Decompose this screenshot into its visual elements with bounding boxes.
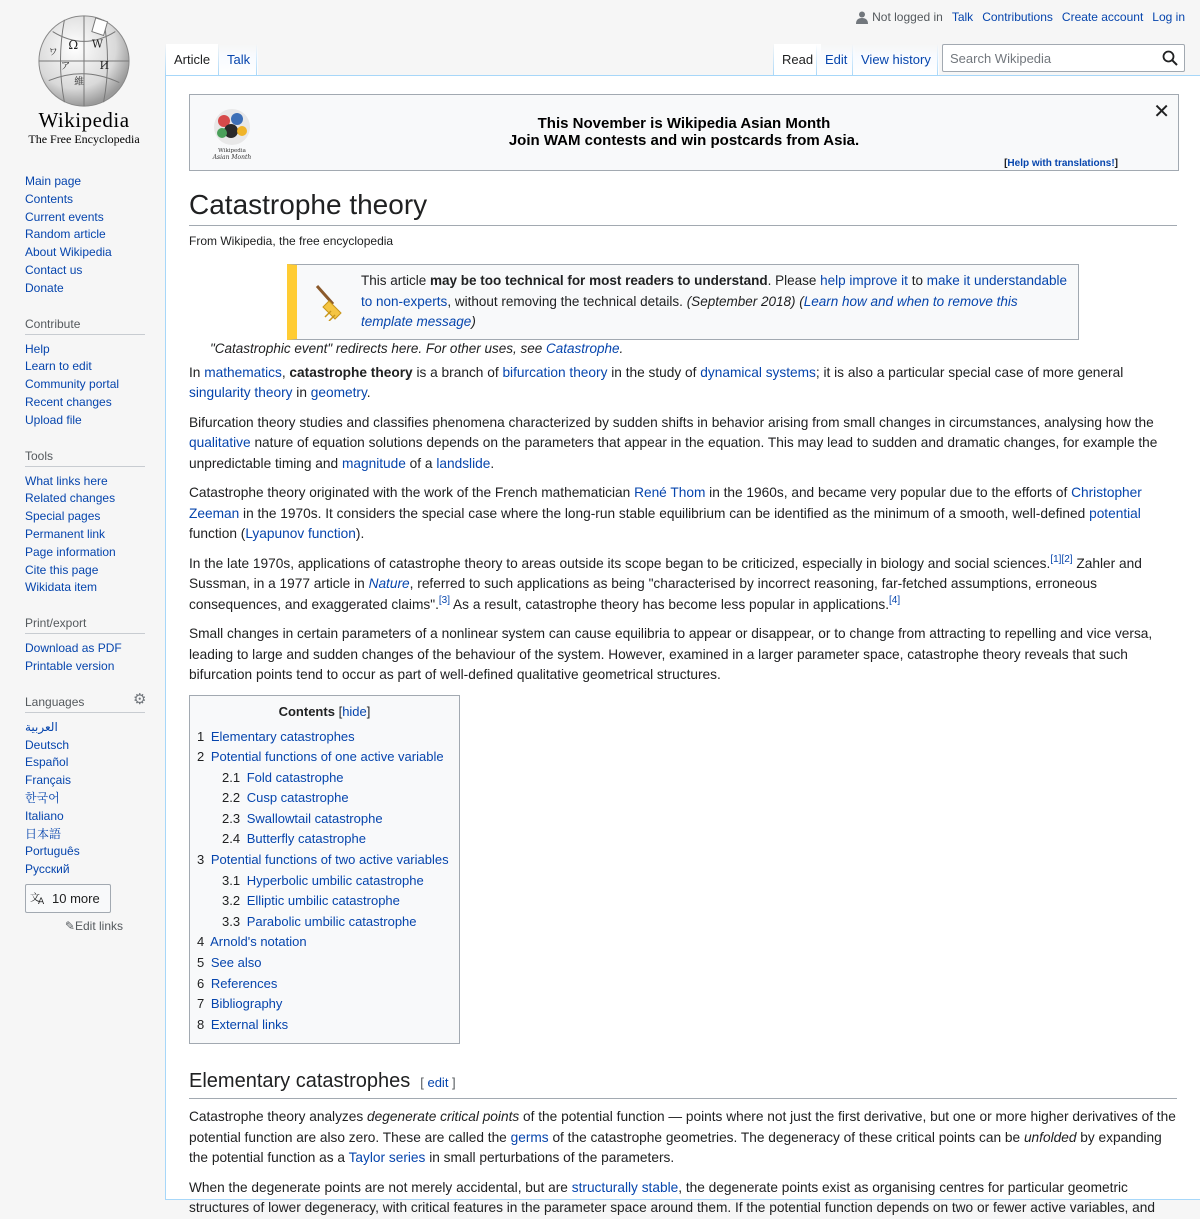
site-tagline: From Wikipedia, the free encyclopedia <box>189 234 394 248</box>
toc-item-link[interactable]: Bibliography <box>210 996 283 1012</box>
sidebar-item-contents[interactable]: Contents <box>25 191 74 206</box>
tab-talk-label: Talk <box>227 52 251 67</box>
logo-wordmark: Wikipedia <box>38 108 130 132</box>
toc-item-number: 3.3 <box>222 913 241 929</box>
tab-separator <box>937 44 938 76</box>
paragraph-2: Bifurcation theory studies and classifies phenomena characterized by sudden shifts in behavior arising from small changes in circumstances, analysing how the qualitative nature of equation solutions depends on the parameters that appear in the equation. This may lead to sudden and dramatic changes, for example the unpredictable timing and magnitude of a landslide. <box>189 414 1158 471</box>
toc-item[interactable] <box>197 727 452 748</box>
language-link[interactable]: Русский <box>25 862 70 877</box>
svg-text:И: И <box>99 58 110 72</box>
mathematics-link[interactable]: mathematics <box>204 364 282 380</box>
toc-item[interactable] <box>197 768 452 789</box>
language-link[interactable]: Deutsch <box>25 737 70 752</box>
singularity-theory-link[interactable]: singularity theory <box>189 385 293 400</box>
svg-text:ア: ア <box>60 60 71 72</box>
section-paragraph-1: Catastrophe theory analyzes degenerate critical points of the potential function — points where not just the first derivative, but one or more higher derivatives of the potential function are also zero. These are called the germs of the catastrophe geometries. The degeneracy of these critical points can be unfolded by expanding the potential function as a Taylor series in small perturbations of the parameters. <box>189 1109 1176 1166</box>
sidebar-item-upload-file[interactable]: Upload file <box>25 412 82 427</box>
bifurcation-theory-link[interactable]: bifurcation theory <box>502 364 608 380</box>
login-link[interactable]: Log in <box>1152 10 1185 24</box>
tab-article[interactable] <box>166 44 218 76</box>
toc-item[interactable] <box>197 891 452 912</box>
toc-item-link[interactable]: Elementary catastrophes <box>210 728 355 744</box>
close-icon[interactable]: ✕ <box>1153 101 1170 123</box>
section-paragraph-2: When the degenerate points are not merely accidental, but are structurally stable, the degenerate points exist as organising centres for particular geometric structures of lower degeneracy, with critical features in the parameter space around them. If the potential function depends on two or fewer active variables, and <box>189 1179 1155 1216</box>
table-of-contents <box>189 695 460 1045</box>
toc-item-link[interactable]: Butterfly catastrophe <box>246 831 366 847</box>
paragraph-1: In mathematics, catastrophe theory is a branch of bifurcation theory in the study of dynamical systems; it is also a particular special case of more general singularity theory in geometry. <box>189 364 1124 400</box>
technical-notice <box>287 264 1079 340</box>
sidebar-item-random-article[interactable]: Random article <box>25 227 106 242</box>
christopher-zeeman-link[interactable]: Christopher Zeeman <box>189 485 1142 521</box>
pencil-icon: ✎ <box>64 918 75 933</box>
help-improve-link[interactable]: help improve it <box>820 273 908 288</box>
language-link[interactable]: 日本語 <box>25 826 62 841</box>
nature-link[interactable]: Nature <box>368 576 410 591</box>
germs-link[interactable]: germs <box>510 1129 549 1145</box>
toc-item-link[interactable]: References <box>210 975 278 991</box>
wikipedia-logo[interactable] <box>22 12 146 152</box>
wam-logo-text-1: Wikipedia <box>218 148 246 154</box>
toc-item-link[interactable]: Arnold's notation <box>210 934 307 950</box>
make-understandable-link[interactable]: make it understandable to non-experts <box>361 273 1068 309</box>
sidebar-item-cite-this-page[interactable]: Cite this page <box>25 562 99 577</box>
tab-read[interactable] <box>774 44 821 76</box>
section-edit-link[interactable]: edit <box>427 1075 449 1091</box>
qualitative-link[interactable]: qualitative <box>189 435 251 450</box>
search-input[interactable]: Search Wikipedia <box>950 50 1052 66</box>
sidebar-item-donate[interactable]: Donate <box>25 280 64 295</box>
wam-banner <box>189 94 1179 171</box>
toc-item-number: 2.4 <box>222 831 241 847</box>
broom-icon <box>309 281 349 321</box>
contributions-link[interactable]: Contributions <box>982 10 1053 24</box>
contribute-portal <box>25 317 145 430</box>
language-link[interactable]: Español <box>25 755 69 770</box>
toc-item-number: 8 <box>197 1016 205 1032</box>
tab-article-label: Article <box>174 52 211 67</box>
tab-edit[interactable] <box>817 44 855 76</box>
paragraph-5: Small changes in certain parameters of a nonlinear system can cause equilibria to appear or disappear, or to change from attracting to repelling and vice versa, leading to large and sudden changes of the behaviour of the system. However, examined in a larger parameter space, catastrophe theory reveals that such bifurcation points tend to occur as part of well-defined qualitative geometrical structures. <box>189 626 1153 682</box>
landslide-link[interactable]: landslide <box>436 455 491 471</box>
geometry-link[interactable]: geometry <box>310 385 367 400</box>
puzzle-globe-icon <box>35 12 133 110</box>
toc-item[interactable] <box>197 953 452 974</box>
tools-heading: Tools <box>25 449 145 467</box>
toc-item[interactable] <box>197 850 452 871</box>
language-link[interactable]: Italiano <box>25 808 64 823</box>
sidebar-item-contact[interactable]: Contact us <box>25 262 83 277</box>
personal-tools <box>856 10 1185 24</box>
search-box[interactable] <box>942 44 1185 72</box>
sidebar-item-community-portal[interactable]: Community portal <box>25 377 120 392</box>
tab-separator <box>256 44 257 76</box>
not-logged-in-label: Not logged in <box>872 10 943 24</box>
toc-item-link[interactable]: See also <box>210 955 262 971</box>
toc-item[interactable] <box>197 974 452 995</box>
sidebar-item-recent-changes[interactable]: Recent changes <box>25 394 112 409</box>
toc-item[interactable] <box>197 912 452 933</box>
toc-item-link[interactable]: Elliptic umbilic catastrophe <box>246 893 400 909</box>
wam-logo-text-2: Asian Month <box>212 154 252 161</box>
tab-edit-label: Edit <box>825 52 848 67</box>
toc-item-number: 3.2 <box>222 893 241 909</box>
languages-heading-label: Languages <box>25 694 85 709</box>
help-translations-text[interactable]: Help with translations! <box>1007 158 1115 169</box>
toc-item[interactable] <box>197 871 452 892</box>
svg-text:ワ: ワ <box>48 48 58 59</box>
sidebar-item-related-changes[interactable]: Related changes <box>25 491 116 506</box>
toc-item-number: 5 <box>197 955 205 971</box>
gear-icon[interactable]: ⚙ <box>133 690 147 708</box>
toc-item[interactable] <box>197 994 452 1015</box>
toc-item-number: 7 <box>197 996 205 1012</box>
svg-text:維: 維 <box>74 76 84 88</box>
toc-item-number: 6 <box>197 975 205 991</box>
languages-heading <box>25 690 147 713</box>
section-heading: Elementary catastrophes [ edit ] <box>189 1068 1177 1099</box>
toc-hide-toggle[interactable]: hide <box>342 703 367 719</box>
toc-item-link[interactable]: External links <box>210 1016 289 1032</box>
toc-item-link[interactable]: Fold catastrophe <box>246 769 344 785</box>
toc-item[interactable] <box>197 809 452 830</box>
sidebar-item-about[interactable]: About Wikipedia <box>25 245 112 260</box>
print-heading: Print/export <box>25 616 145 634</box>
sidebar-item-special-pages[interactable]: Special pages <box>25 509 101 524</box>
sidebar-item-learn-to-edit[interactable]: Learn to edit <box>25 359 92 374</box>
paragraph-4: In the late 1970s, applications of catastrophe theory to areas outside its scope began to be criticized, especially in biology and social sciences.[1][2] Zahler and Sussman, in a 1977 article in Nature, referred to such applications as being "characterised by incorrect reasoning, far-fetched assumptions, erroneous consequences, and exaggerated claims".[3] As a result, catastrophe theory has become less popular in applications.[4] <box>189 553 1142 612</box>
create-account-link[interactable]: Create account <box>1061 10 1144 24</box>
search-icon <box>1162 50 1178 66</box>
talk-link[interactable]: Talk <box>951 10 974 24</box>
svg-text:Ω: Ω <box>68 38 79 53</box>
user-icon <box>856 11 868 24</box>
toc-item-link[interactable]: Parabolic umbilic catastrophe <box>246 913 417 929</box>
dynamical-systems-link[interactable]: dynamical systems <box>700 364 816 380</box>
translate-icon <box>30 891 46 905</box>
content-area <box>165 75 1200 1216</box>
edit-links[interactable] <box>25 919 123 933</box>
toc-list <box>197 727 452 1036</box>
toc-item[interactable] <box>197 829 452 850</box>
toc-title: Contents [hide] <box>278 703 371 719</box>
help-translations-link[interactable]: [Help with translations!] <box>1004 158 1118 169</box>
sidebar-item-page-information[interactable]: Page information <box>25 544 116 559</box>
svg-text:文: 文 <box>30 893 40 905</box>
language-link[interactable]: Français <box>25 773 72 788</box>
toc-item-number: 3.1 <box>222 872 241 888</box>
more-languages-label: 10 more <box>52 890 100 906</box>
tab-read-label: Read <box>782 52 814 67</box>
toc-item-number: 2.2 <box>222 790 241 806</box>
structurally-stable-link[interactable]: structurally stable <box>571 1179 679 1195</box>
search-button[interactable] <box>1156 45 1184 71</box>
potential-link[interactable]: potential <box>1089 505 1141 521</box>
toc-item-number: 2.1 <box>222 769 241 785</box>
toc-item-link[interactable]: Cusp catastrophe <box>246 790 349 806</box>
tab-talk[interactable] <box>219 44 258 76</box>
rene-thom-link[interactable]: René Thom <box>634 485 706 500</box>
tools-portal <box>25 449 145 598</box>
hatnote: "Catastrophic event" redirects here. For other uses, see Catastrophe. <box>210 340 624 356</box>
reference-2[interactable]: [2] <box>1061 553 1073 565</box>
tab-view-history-label: View history <box>861 52 931 67</box>
paragraph-3: Catastrophe theory originated with the work of the French mathematician René Thom in the 1960s, and became very popular due to the efforts of Christopher Zeeman in the 1970s. It considers the special case where the long-run stable equilibrium can be identified as the minimum of a smooth, well-defined potential function (Lyapunov function). <box>189 485 1142 541</box>
sidebar <box>0 165 165 933</box>
toc-item-link[interactable]: Potential functions of two active variables <box>210 852 449 868</box>
reference-1[interactable]: [1] <box>1050 553 1062 565</box>
catastrophe-link[interactable]: Catastrophe <box>546 340 620 356</box>
more-languages-button[interactable] <box>25 884 111 913</box>
svg-text:A: A <box>38 897 45 906</box>
toc-item-link[interactable]: Potential functions of one active variable <box>210 749 444 765</box>
toc-item[interactable] <box>197 932 452 953</box>
sidebar-item-permanent-link[interactable]: Permanent link <box>25 526 106 541</box>
page-title: Catastrophe theory <box>189 187 1177 226</box>
contribute-heading: Contribute <box>25 317 145 335</box>
magnitude-link[interactable]: magnitude <box>341 455 406 471</box>
sidebar-item-current-events[interactable]: Current events <box>25 209 104 224</box>
toc-item-number: 1 <box>197 728 205 744</box>
banner-line-2: Join WAM contests and win postcards from Asia. <box>508 132 860 149</box>
banner-message <box>190 115 1178 149</box>
toc-item-number: 2.3 <box>222 810 241 826</box>
reference-4[interactable]: [4] <box>889 594 901 606</box>
sidebar-item-wikidata-item[interactable]: Wikidata item <box>25 580 98 595</box>
toc-item[interactable] <box>197 788 452 809</box>
tab-view-history[interactable] <box>853 44 939 76</box>
logo-tagline: The Free Encyclopedia <box>28 132 140 146</box>
sidebar-item-main-page[interactable]: Main page <box>25 174 82 188</box>
lyapunov-function-link[interactable]: Lyapunov function <box>245 526 356 541</box>
language-link[interactable]: العربية <box>25 719 58 734</box>
edit-links-label: Edit links <box>74 918 123 933</box>
toc-item[interactable] <box>197 747 452 768</box>
toc-item-number: 3 <box>197 852 205 868</box>
toc-item-number: 4 <box>197 934 205 950</box>
sidebar-item-help[interactable]: Help <box>25 341 50 356</box>
learn-how-link[interactable]: Learn how and when to remove this template message <box>361 293 1018 329</box>
sidebar-item-download-pdf[interactable]: Download as PDF <box>25 641 122 656</box>
taylor-series-link[interactable]: Taylor series <box>348 1150 426 1166</box>
language-link[interactable]: 한국어 <box>25 790 60 805</box>
languages-portal <box>25 690 147 933</box>
language-link[interactable]: Português <box>25 844 80 859</box>
toc-item[interactable] <box>197 1015 452 1036</box>
not-logged-in <box>856 10 943 24</box>
toc-item-number: 2 <box>197 749 205 765</box>
print-portal <box>25 616 145 676</box>
sidebar-item-printable-version[interactable]: Printable version <box>25 658 115 673</box>
notice-text: This article may be too technical for most readers to understand. Please help improve it to make it understandable to non-experts, without removing the technical details. (September 2018) (Learn how and when to remove this template message) <box>361 273 1068 329</box>
svg-text:W: W <box>91 37 103 51</box>
toc-item-link[interactable]: Hyperbolic umbilic catastrophe <box>246 872 424 888</box>
reference-3[interactable]: [3] <box>438 594 450 606</box>
sidebar-item-what-links-here[interactable]: What links here <box>25 473 108 488</box>
nav-portal <box>25 173 145 298</box>
banner-line-1: This November is Wikipedia Asian Month <box>537 115 831 132</box>
toc-item-link[interactable]: Swallowtail catastrophe <box>246 810 383 826</box>
